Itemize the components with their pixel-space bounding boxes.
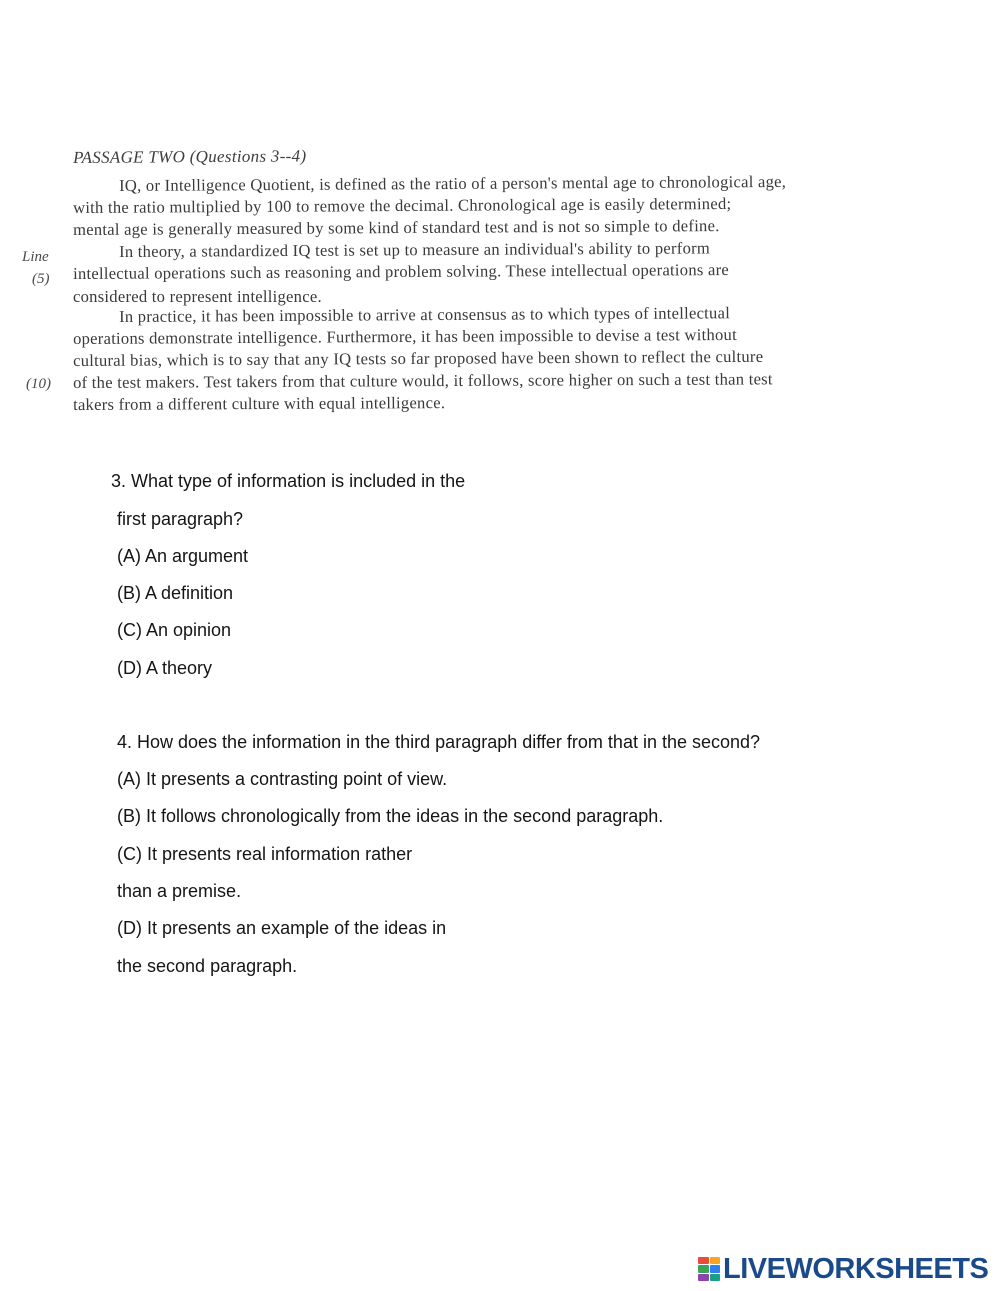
logo-mark-tile <box>698 1274 709 1281</box>
liveworksheets-logo <box>698 1254 988 1284</box>
question-4-option-b: (B) It follows chronologically from the ideas in the second paragraph. <box>117 806 664 826</box>
question-4-stem: 4. How does the information in the third paragraph differ from that in the second? <box>117 732 761 752</box>
logo-mark-tile <box>710 1265 721 1272</box>
question-4-option-c: (C) It presents real information rather <box>117 844 413 864</box>
question-4-option-d-continued: the second paragraph. <box>117 956 298 976</box>
question-4-option-d: (D) It presents an example of the ideas in <box>117 918 447 938</box>
passage-line: intellectual operations such as reasoning and problem solving. These intellectual operations are <box>73 259 730 283</box>
question-3-option-b: (B) A definition <box>117 583 234 603</box>
logo-mark-tile <box>698 1265 709 1272</box>
passage-line: cultural bias, which is to say that any IQ tests so far proposed have been shown to reflect the culture <box>73 346 764 370</box>
question-3-option-c: (C) An opinion <box>117 620 232 640</box>
passage-line: of the test makers. Test takers from that culture would, it follows, score higher on such a test than test <box>73 369 773 392</box>
passage-line: takers from a different culture with equal intelligence. <box>73 393 446 414</box>
margin-line-label: Line <box>22 249 49 265</box>
passage-line: In practice, it has been impossible to arrive at consensus as to which types of intellectual <box>119 303 731 326</box>
passage-line: mental age is generally measured by some kind of standard test and is not so simple to define. <box>73 216 720 239</box>
passage-line: IQ, or Intelligence Quotient, is defined as the ratio of a person's mental age to chronological age, <box>119 171 787 195</box>
logo-mark-tile <box>698 1257 709 1264</box>
margin-line-number-10: (10) <box>26 376 51 392</box>
logo-mark-tile <box>710 1257 721 1264</box>
question-3-option-d: (D) A theory <box>117 658 213 678</box>
passage-line: operations demonstrate intelligence. Furthermore, it has been impossible to devise a test without <box>73 324 737 348</box>
passage-title: PASSAGE TWO (Questions 3--4) <box>73 146 307 167</box>
question-3-option-a: (A) An argument <box>117 546 249 566</box>
passage-line: In theory, a standardized IQ test is set up to measure an individual's ability to perform <box>119 238 711 261</box>
passage-line: considered to represent intelligence. <box>73 287 322 306</box>
question-4-option-a: (A) It presents a contrasting point of view. <box>117 769 448 789</box>
logo-mark-icon <box>698 1257 720 1281</box>
logo-text: LIVEWORKSHEETS <box>723 1253 989 1285</box>
margin-line-number-5: (5) <box>32 271 50 287</box>
passage-line: with the ratio multiplied by 100 to remove the decimal. Chronological age is easily determined; <box>73 193 732 217</box>
logo-mark-tile <box>710 1274 721 1281</box>
question-4-option-c-continued: than a premise. <box>117 881 242 901</box>
reading-passage <box>0 0 1000 440</box>
question-3-stem: 3. What type of information is included in the <box>111 471 466 491</box>
question-3-stem-continued: first paragraph? <box>117 509 244 529</box>
